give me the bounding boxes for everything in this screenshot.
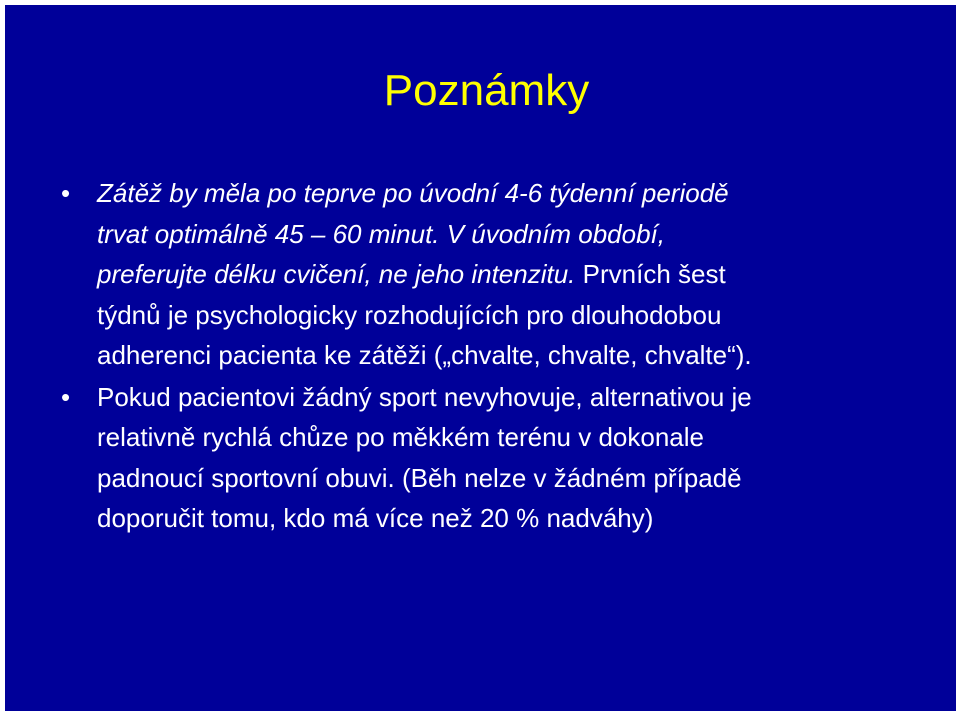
bullet-line: doporučit tomu, kdo má více než 20 % nadváhy) [97,503,654,533]
bullet-marker: • [61,381,71,412]
bullet-item-1 [5,173,956,376]
bullet-text-2 [97,377,956,539]
bullet-line-tail: Prvních šest [575,259,726,289]
bullet-line: adherenci pacienta ke zátěži („chvalte, chvalte, chvalte“). [97,340,752,370]
bullet-line: padnoucí sportovní obuvi. (Běh nelze v žádném případě [97,462,742,493]
slide [5,5,956,711]
bullet-text-1 [97,173,956,376]
bullet-line: týdnů je psychologicky rozhodujících pro dlouhodobou [97,299,722,330]
bullet-line: trvat optimálně 45 – 60 minut. V úvodním období, [97,218,666,249]
bullet-line: Pokud pacientovi žádný sport nevyhovuje, alternativou je [97,381,752,412]
bullet-list [5,173,956,539]
bullet-line: relativně rychlá chůze po měkkém terénu v dokonale [97,422,704,452]
bullet-item-2 [5,377,956,539]
slide-title: Poznámky [383,66,590,115]
bullet-marker: • [61,178,71,208]
bullet-line: preferujte délku cvičení, ne jeho intenzitu. [97,259,576,289]
bullet-line: Zátěž by měla po teprve po úvodní 4-6 týdenní periodě [97,178,729,208]
